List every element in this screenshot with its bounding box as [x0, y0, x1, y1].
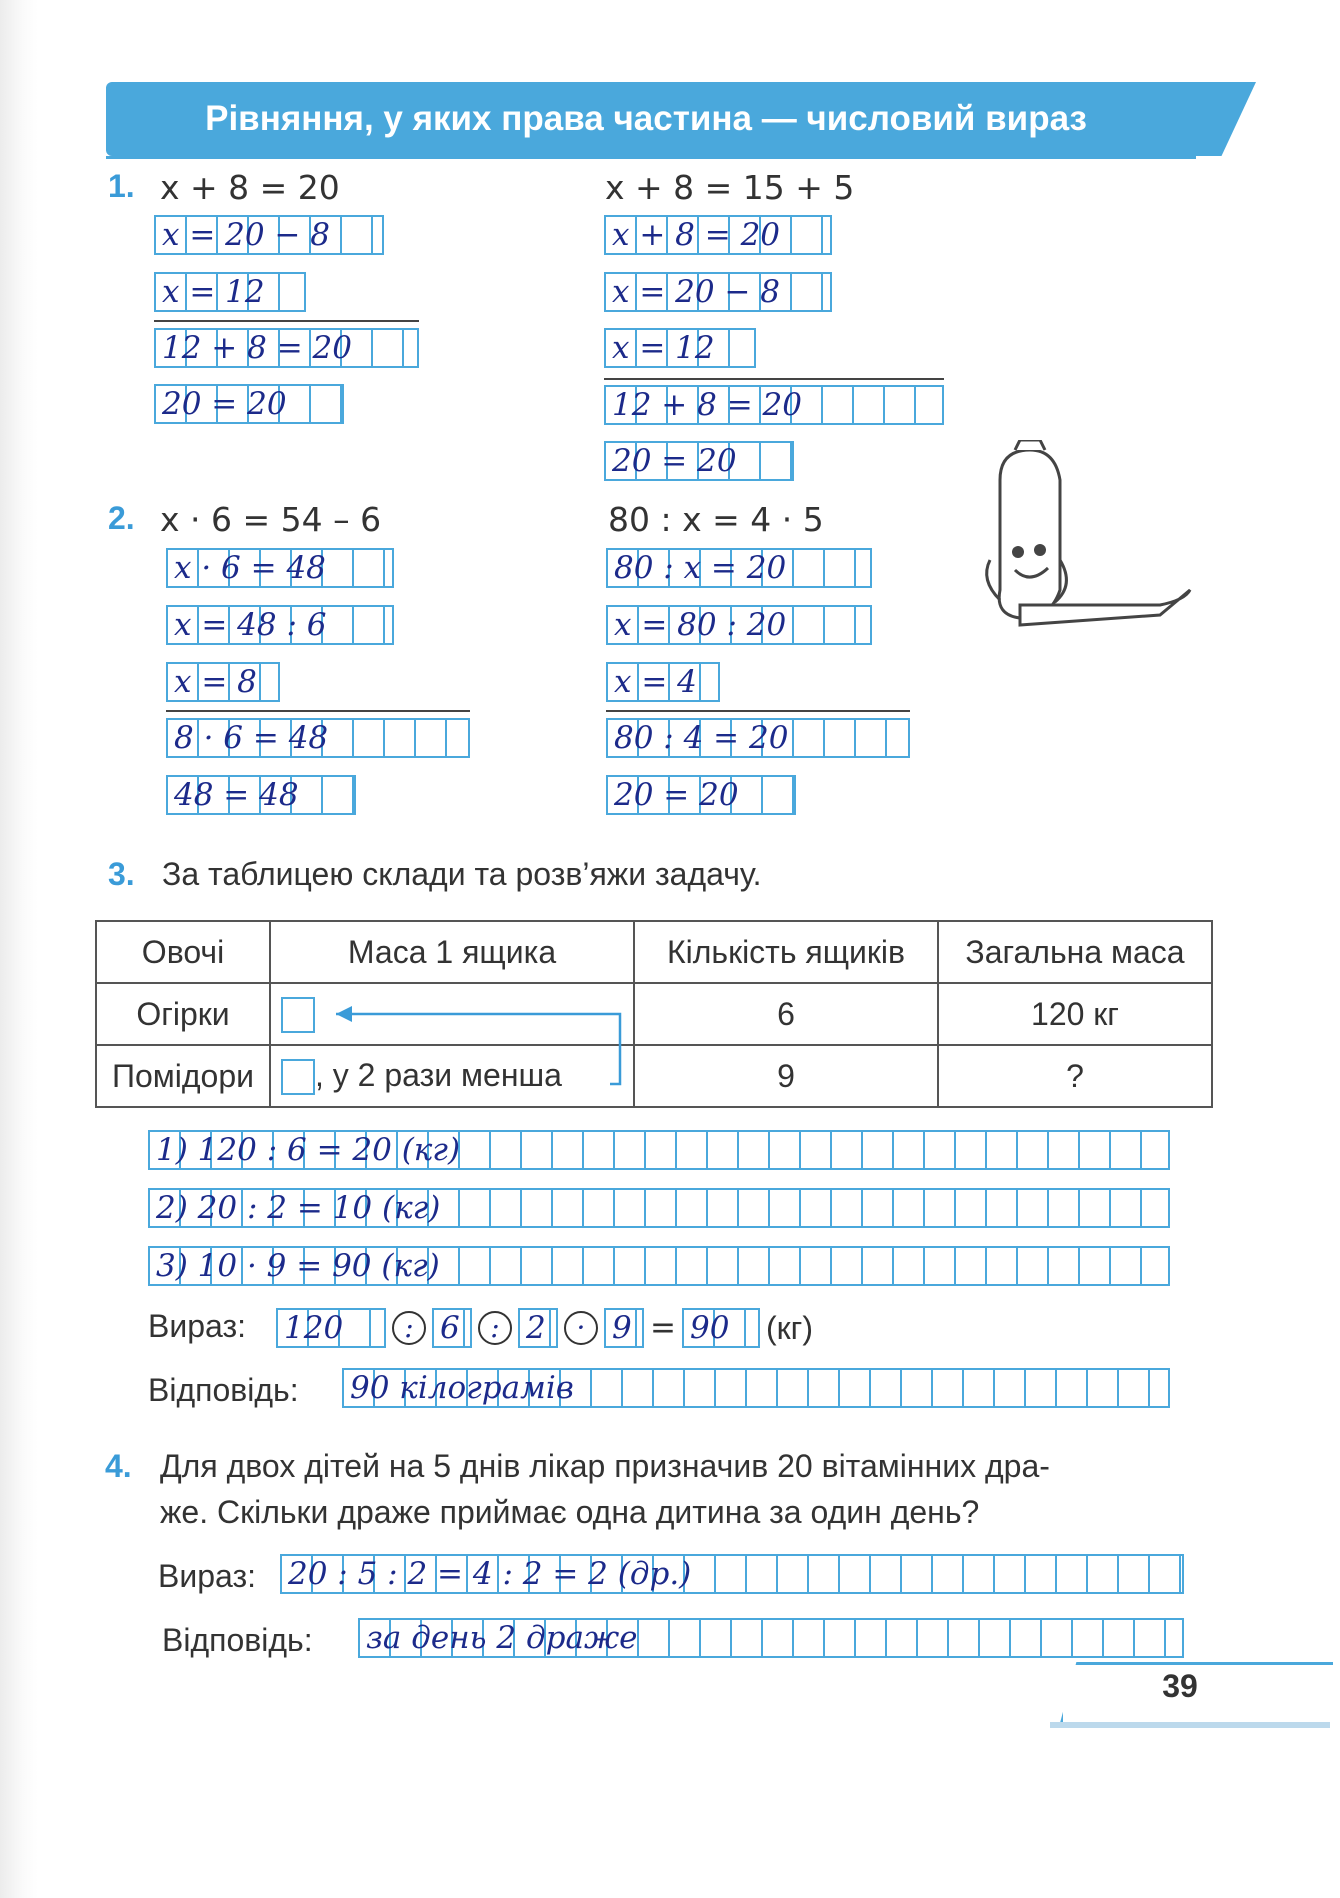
relation-text: , у 2 рази менша [315, 1056, 562, 1093]
task3-answer: 90 кілограмів [342, 1368, 1170, 1408]
task4-answer-label: Відповідь: [162, 1622, 313, 1658]
expr-result: 90 [682, 1308, 760, 1348]
task3-solution-step-3: 3) 10 · 9 = 90 (кг) [148, 1246, 1170, 1286]
task3-number: 3. [108, 856, 135, 892]
mass-input-box [281, 1059, 315, 1095]
task1-left-equation: x + 8 = 20 [160, 168, 340, 207]
task4-text-line1: Для двох дітей на 5 днів лікар призначив 20 вітамінних дра- [160, 1448, 1050, 1484]
task1-right-step-2: x = 20 − 8 [604, 272, 832, 312]
expr-equals: = [650, 1310, 676, 1346]
mass-input-box [281, 997, 315, 1033]
table-row [96, 1045, 1212, 1107]
data-table [95, 920, 1213, 1108]
task2-right-equation: 80 : x = 4 · 5 [608, 500, 824, 539]
expr-value-c: 2 [518, 1308, 558, 1348]
task1-right-step-5: 20 = 20 [604, 441, 794, 481]
task4-expression-label: Вираз: [158, 1558, 257, 1594]
table-header-row [96, 921, 1212, 983]
table-cell-total: 120 кг [938, 983, 1212, 1045]
task3-text: За таблицею склади та розв’яжи задачу. [162, 856, 762, 892]
table-cell-count: 9 [634, 1045, 938, 1107]
page-number: 39 [1162, 1668, 1198, 1704]
task1-right-equation: x + 8 = 15 + 5 [605, 168, 855, 207]
table-cell-total: ? [938, 1045, 1212, 1107]
relation-arrow-icon [320, 1000, 630, 1100]
task2-left-step-4: 8 · 6 = 48 [166, 718, 470, 758]
task1-number: 1. [108, 168, 135, 204]
task4-text-line2: же. Скільки драже приймає одна дитина за один день? [160, 1494, 980, 1530]
task3-expression-label: Вираз: [148, 1308, 247, 1344]
table-header-cell: Загальна маса [938, 921, 1212, 983]
task2-left-step-3: x = 8 [166, 662, 280, 702]
expr-operator: : [392, 1311, 426, 1345]
expr-unit: (кг) [765, 1309, 813, 1346]
expr-operator: · [564, 1311, 598, 1345]
task4-number: 4. [105, 1448, 132, 1484]
task3-answer-label: Відповідь: [148, 1372, 299, 1408]
task3-expression [276, 1306, 813, 1350]
header-underline [106, 156, 1196, 159]
expr-operator: : [478, 1311, 512, 1345]
table-cell-name: Помідори [96, 1045, 270, 1107]
task3-solution-step-1: 1) 120 : 6 = 20 (кг) [148, 1130, 1170, 1170]
task1-right-step-1: x + 8 = 20 [604, 215, 832, 255]
task4-answer: за день 2 драже [358, 1618, 1184, 1658]
task2-left-equation: x · 6 = 54 – 6 [160, 500, 382, 539]
task1-left-check-rule [154, 320, 419, 322]
page-edge [0, 0, 38, 1898]
task2-number: 2. [108, 500, 135, 536]
task1-right-check-rule [604, 378, 944, 380]
table-header-cell: Кількість ящиків [634, 921, 938, 983]
page-title: Рівняння, у яких права частина — числовий вираз [205, 99, 1087, 138]
table-cell-name: Огірки [96, 983, 270, 1045]
task1-left-step-4: 20 = 20 [154, 384, 344, 424]
expr-value-d: 9 [604, 1308, 644, 1348]
task2-right-step-3: x = 4 [606, 662, 720, 702]
task1-left-step-2: x = 12 [154, 272, 306, 312]
task1-right-step-3: x = 12 [604, 328, 756, 368]
page-number-underline [1050, 1722, 1330, 1728]
table-cell-count: 6 [634, 983, 938, 1045]
task2-left-step-1: x · 6 = 48 [166, 548, 394, 588]
task1-left-step-1: x = 20 − 8 [154, 215, 384, 255]
task3-solution-step-2: 2) 20 : 2 = 10 (кг) [148, 1188, 1170, 1228]
task2-right-step-5: 20 = 20 [606, 775, 796, 815]
task2-right-step-2: x = 80 : 20 [606, 605, 872, 645]
task2-right-step-1: 80 : x = 20 [606, 548, 872, 588]
pencil-mascot-icon [960, 440, 1200, 640]
table-header-cell: Маса 1 ящика [270, 921, 634, 983]
task2-left-step-2: x = 48 : 6 [166, 605, 394, 645]
task2-right-check-rule [606, 710, 910, 712]
expr-value-b: 6 [432, 1308, 472, 1348]
table-row [96, 983, 1212, 1045]
table-header-cell: Овочі [96, 921, 270, 983]
task4-expression: 20 : 5 : 2 = 4 : 2 = 2 (др.) [280, 1554, 1184, 1594]
task2-right-step-4: 80 : 4 = 20 [606, 718, 910, 758]
task2-left-check-rule [166, 710, 470, 712]
task1-left-step-3: 12 + 8 = 20 [154, 328, 419, 368]
task1-right-step-4: 12 + 8 = 20 [604, 385, 944, 425]
task2-left-step-5: 48 = 48 [166, 775, 356, 815]
expr-value-a: 120 [276, 1308, 386, 1348]
